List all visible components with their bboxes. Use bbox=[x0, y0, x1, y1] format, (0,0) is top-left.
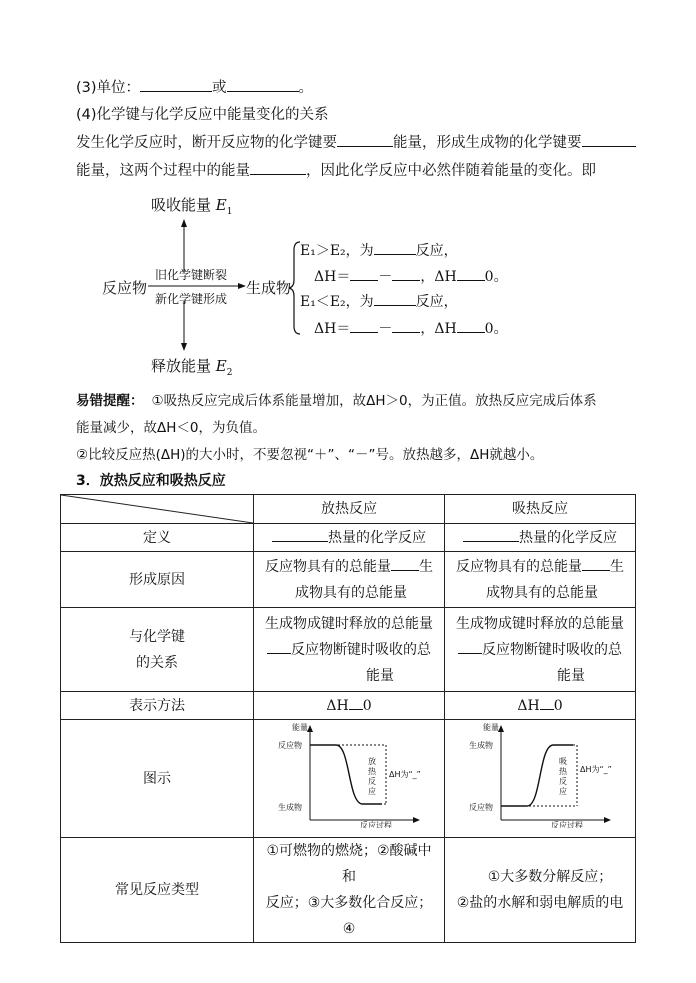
vert-label: 热 bbox=[368, 767, 376, 776]
reactant-label: 反应物 bbox=[102, 279, 148, 297]
case1-end: 反应， bbox=[415, 243, 458, 259]
tip-text: ①吸热反应完成后体系能量增加，故ΔH＞0，为正值。放热反应完成后体系 bbox=[151, 393, 597, 409]
blank bbox=[392, 268, 420, 281]
case1-line bbox=[300, 240, 458, 260]
para-line-2 bbox=[76, 159, 596, 180]
unit-line bbox=[76, 76, 313, 97]
header-endo: 吸热反应 bbox=[445, 495, 636, 524]
top-label: 生成物 bbox=[469, 741, 493, 750]
x-label: 反应过程 bbox=[551, 821, 583, 828]
case2-dh-line bbox=[314, 318, 508, 338]
absorb-text: 吸收能量 bbox=[151, 196, 212, 214]
bond-label-1: 与化学键 bbox=[129, 628, 185, 645]
cause-exo bbox=[254, 552, 445, 608]
table-row bbox=[61, 692, 636, 720]
case2-line bbox=[300, 291, 458, 311]
e2-symbol: E bbox=[215, 357, 227, 375]
cause-endo bbox=[445, 552, 636, 608]
bottom-label: 反应物 bbox=[469, 803, 493, 812]
bond-text: 能量 bbox=[557, 667, 585, 684]
rep-endo bbox=[445, 692, 636, 720]
table-row bbox=[61, 495, 636, 524]
process-arrow bbox=[148, 282, 248, 290]
cause-text: 成物具有的总能量 bbox=[295, 584, 407, 601]
bond-label bbox=[61, 608, 254, 692]
blank bbox=[140, 79, 212, 92]
or-text: 或 bbox=[212, 80, 227, 96]
header-corner-cell bbox=[61, 495, 254, 524]
def-endo bbox=[445, 524, 636, 552]
table-row bbox=[61, 838, 636, 943]
down-arrowhead bbox=[181, 343, 187, 351]
section4-title: (4)化学键与化学反应中能量变化的关系 bbox=[76, 107, 329, 123]
blank bbox=[582, 558, 610, 571]
x-arrow bbox=[413, 817, 420, 823]
para-line-1 bbox=[76, 131, 636, 152]
types-text: ②盐的水解和弱电解质的电 bbox=[456, 895, 624, 911]
e2-sub: 2 bbox=[226, 368, 233, 378]
def-exo bbox=[254, 524, 445, 552]
graph-endo-cell bbox=[445, 720, 636, 838]
up-arrowhead bbox=[181, 219, 187, 227]
def-label: 定义 bbox=[61, 524, 254, 552]
table-row bbox=[61, 608, 636, 692]
vert-label: 反 bbox=[559, 777, 567, 786]
blank bbox=[540, 697, 554, 710]
section3-title: 3．放热反应和吸热反应 bbox=[76, 473, 226, 489]
bond-text: 生成物成键时释放的总能量 bbox=[265, 615, 433, 632]
rep-dh: ΔH bbox=[517, 697, 540, 714]
graph-exo-cell bbox=[254, 720, 445, 838]
blank bbox=[349, 697, 363, 710]
bond-label-2: 的关系 bbox=[136, 654, 178, 671]
process-arrowhead bbox=[238, 283, 246, 289]
bond-break-label: 旧化学键断裂 bbox=[155, 268, 228, 282]
types-endo bbox=[445, 838, 636, 943]
tip-line-1 bbox=[76, 389, 597, 409]
bond-text: 反应物断键时吸收的总 bbox=[482, 641, 622, 658]
para-text: 发生化学反应时，断开反应物的化学键要 bbox=[76, 135, 337, 151]
graph-label: 图示 bbox=[61, 720, 254, 838]
zero: 0。 bbox=[484, 321, 508, 337]
bond-text: 能量 bbox=[366, 667, 394, 684]
cause-text: 生 bbox=[419, 558, 433, 575]
vert-label: 吸 bbox=[559, 757, 567, 766]
dh-eq: ΔH＝ bbox=[314, 321, 351, 337]
e1-symbol: E bbox=[215, 196, 227, 214]
blank bbox=[227, 79, 299, 92]
period: 。 bbox=[298, 80, 314, 96]
case2-end: 反应， bbox=[415, 294, 458, 310]
blank bbox=[391, 558, 419, 571]
e1-sub: 1 bbox=[226, 207, 233, 217]
cause-text: 反应物具有的总能量 bbox=[265, 558, 391, 575]
rep-exo bbox=[254, 692, 445, 720]
cause-label: 形成原因 bbox=[61, 552, 254, 608]
bond-text: 生成物成键时释放的总能量 bbox=[456, 615, 624, 632]
blank bbox=[272, 529, 328, 542]
types-text: ①可燃物的燃烧；②酸碱中和 bbox=[266, 843, 432, 885]
para-text: 能量，形成生成物的化学键要 bbox=[393, 135, 582, 151]
types-text: ①大多数分解反应； bbox=[487, 869, 613, 885]
y-label: 能量 bbox=[483, 723, 499, 732]
rep-zero: 0 bbox=[362, 697, 372, 714]
comma-dh: ，ΔH bbox=[420, 321, 457, 337]
rep-zero: 0 bbox=[553, 697, 563, 714]
case1-dh-line bbox=[314, 266, 508, 286]
blank bbox=[374, 293, 416, 306]
unit-label: (3)单位： bbox=[76, 80, 141, 96]
types-text: 反应；③大多数化合反应；④ bbox=[265, 895, 433, 937]
case1-condition: E₁＞E₂，为 bbox=[300, 243, 374, 259]
release-energy-label bbox=[151, 355, 232, 378]
blank bbox=[582, 134, 636, 147]
bond-text: 反应物断键时吸收的总 bbox=[291, 641, 431, 658]
x-label: 反应过程 bbox=[360, 821, 392, 828]
vert-label: 应 bbox=[559, 787, 567, 796]
blank bbox=[250, 162, 306, 175]
reaction-comparison-table bbox=[60, 494, 636, 943]
bond-endo bbox=[445, 608, 636, 692]
dh-label: ΔH为“_” bbox=[389, 770, 421, 779]
table-row bbox=[61, 720, 636, 838]
bottom-label: 生成物 bbox=[278, 803, 302, 812]
table-row bbox=[61, 552, 636, 608]
types-exo bbox=[254, 838, 445, 943]
def-text: 热量的化学反应 bbox=[519, 529, 617, 546]
absorb-energy-label bbox=[151, 194, 232, 217]
blank bbox=[458, 641, 482, 654]
vert-label: 热 bbox=[559, 767, 567, 776]
product-label: 生成物 bbox=[246, 279, 292, 297]
rep-dh: ΔH bbox=[326, 697, 349, 714]
diagonal-line bbox=[61, 495, 253, 523]
cause-text: 成物具有的总能量 bbox=[486, 584, 598, 601]
endothermic-graph bbox=[465, 720, 615, 828]
blank bbox=[374, 242, 416, 255]
para-text: 能量，这两个过程中的能量 bbox=[76, 163, 250, 179]
vert-label: 放 bbox=[368, 757, 376, 766]
types-label: 常见反应类型 bbox=[61, 838, 254, 943]
blank bbox=[350, 268, 378, 281]
header-exo: 放热反应 bbox=[254, 495, 445, 524]
blank bbox=[463, 529, 519, 542]
table-row bbox=[61, 524, 636, 552]
case2-condition: E₁＜E₂，为 bbox=[300, 294, 374, 310]
blank bbox=[457, 320, 485, 333]
rep-label: 表示方法 bbox=[61, 692, 254, 720]
cause-text: 生 bbox=[610, 558, 624, 575]
top-label: 反应物 bbox=[278, 741, 302, 750]
tip-line-3: ②比较反应热(ΔH)的大小时，不要忽视“＋”、“－”号。放热越多，ΔH就越小。 bbox=[76, 447, 544, 463]
tip-label: 易错提醒： bbox=[76, 393, 144, 409]
exothermic-graph bbox=[274, 720, 424, 828]
minus: － bbox=[378, 321, 393, 337]
bond-form-label: 新化学键形成 bbox=[155, 292, 228, 306]
def-text: 热量的化学反应 bbox=[328, 529, 426, 546]
cause-text: 反应物具有的总能量 bbox=[456, 558, 582, 575]
blank bbox=[337, 134, 393, 147]
y-label: 能量 bbox=[292, 723, 308, 732]
blank bbox=[392, 320, 420, 333]
release-text: 释放能量 bbox=[151, 357, 212, 375]
tip-line-2: 能量减少，故ΔH＜0，为负值。 bbox=[76, 420, 266, 436]
comma-dh: ，ΔH bbox=[420, 269, 457, 285]
dh-eq: ΔH＝ bbox=[314, 269, 351, 285]
zero: 0。 bbox=[484, 269, 508, 285]
para-text: ，因此化学反应中必然伴随着能量的变化。即 bbox=[306, 163, 596, 179]
vert-label: 应 bbox=[368, 787, 376, 796]
minus: － bbox=[378, 269, 393, 285]
vert-label: 反 bbox=[368, 777, 376, 786]
blank bbox=[457, 268, 485, 281]
x-arrow bbox=[604, 817, 611, 823]
dh-label: ΔH为“_” bbox=[580, 765, 612, 774]
blank bbox=[350, 320, 378, 333]
blank bbox=[267, 641, 291, 654]
bond-exo bbox=[254, 608, 445, 692]
